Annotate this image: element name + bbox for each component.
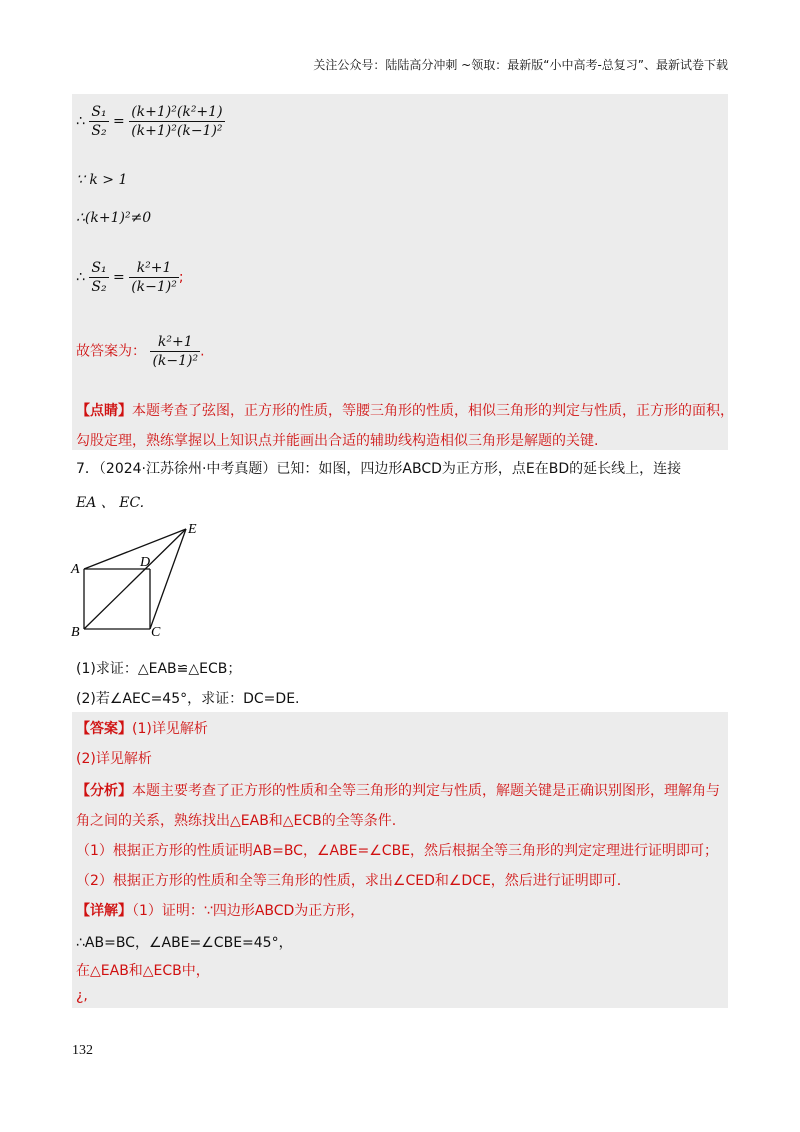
detail-line-3: 在△EAB和△ECB中， bbox=[76, 963, 210, 979]
label-b: B bbox=[71, 625, 80, 640]
analysis-step-1: （1）根据正方形的性质证明AB=BC，∠ABE=∠CBE，然后根据全等三角形的判定定理进行证明即可； bbox=[76, 843, 719, 859]
problem-7-line-2: EA 、 EC. bbox=[76, 495, 145, 511]
comment-line-2: 勾股定理，熟练掌握以上知识点并能画出合适的辅助线构造相似三角形是解题的关键. bbox=[76, 433, 599, 449]
segment-ae bbox=[84, 529, 186, 569]
question-1: (1)求证：△EAB≌△ECB； bbox=[76, 661, 242, 677]
page-number: 132 bbox=[72, 1043, 93, 1058]
detail-line-1: 【详解】（1）证明：∵四边形ABCD为正方形， bbox=[76, 903, 365, 919]
segment-ce bbox=[150, 529, 186, 629]
segment-be bbox=[84, 529, 186, 629]
detail-line-2: ∴AB=BC，∠ABE=∠CBE=45°， bbox=[76, 935, 293, 951]
detail-line-4: ¿, bbox=[76, 988, 88, 1004]
label-a: A bbox=[71, 562, 80, 577]
label-d: D bbox=[140, 555, 151, 570]
ratio-line-1: ∴ $\frac{\text{S₁}}{\text{S₂}}$ = $\frac{\text{(k+1)²(k²+1)}}{\text{(k+1)²(k−1)²}}$ bbox=[76, 104, 223, 139]
comment-line-1: 【点睛】本题考查了弦图，正方形的性质，等腰三角形的性质，相似三角形的判定与性质，正方形的面积， bbox=[76, 403, 734, 419]
nonzero-line: ∴(k+1)²≠0 bbox=[76, 210, 152, 226]
analysis-step-2: （2）根据正方形的性质和全等三角形的性质，求出∠CED和∠DCE，然后进行证明即可. bbox=[76, 873, 622, 889]
analysis-line-1: 【分析】本题主要考查了正方形的性质和全等三角形的判定与性质，解题关键是正确识别图形，理解角与 bbox=[76, 783, 720, 799]
page-header: 关注公众号：陆陆高分冲刺 ~领取：最新版“小中高考-总复习”、最新试卷下载 bbox=[313, 58, 728, 72]
question-2: (2)若∠AEC=45°，求证：DC=DE. bbox=[76, 691, 300, 707]
square-figure bbox=[68, 518, 208, 650]
analysis-line-2: 角之间的关系，熟练找出△EAB和△ECB的全等条件. bbox=[76, 813, 397, 829]
problem-7-line-1: 7．（2024·江苏徐州·中考真题）已知：如图，四边形ABCD为正方形，点E在BD的延长线上，连接 bbox=[76, 461, 682, 477]
condition-line: ∵ k > 1 bbox=[76, 172, 128, 188]
answer-2-line: (2)详见解析 bbox=[76, 751, 152, 767]
label-c: C bbox=[151, 625, 161, 640]
ratio-line-2: ∴ $\frac{\text{S₁}}{\text{S₂}}$ = $\frac{\text{k²+1}}{\text{(k−1)²}}$ ; bbox=[76, 260, 184, 295]
answer-line: 故答案为： $\frac{\text{k²+1}}{\text{(k−1)²}}$ . bbox=[76, 334, 205, 369]
label-e: E bbox=[188, 522, 197, 537]
answer-tag-line: 【答案】(1)详见解析 bbox=[76, 721, 208, 737]
